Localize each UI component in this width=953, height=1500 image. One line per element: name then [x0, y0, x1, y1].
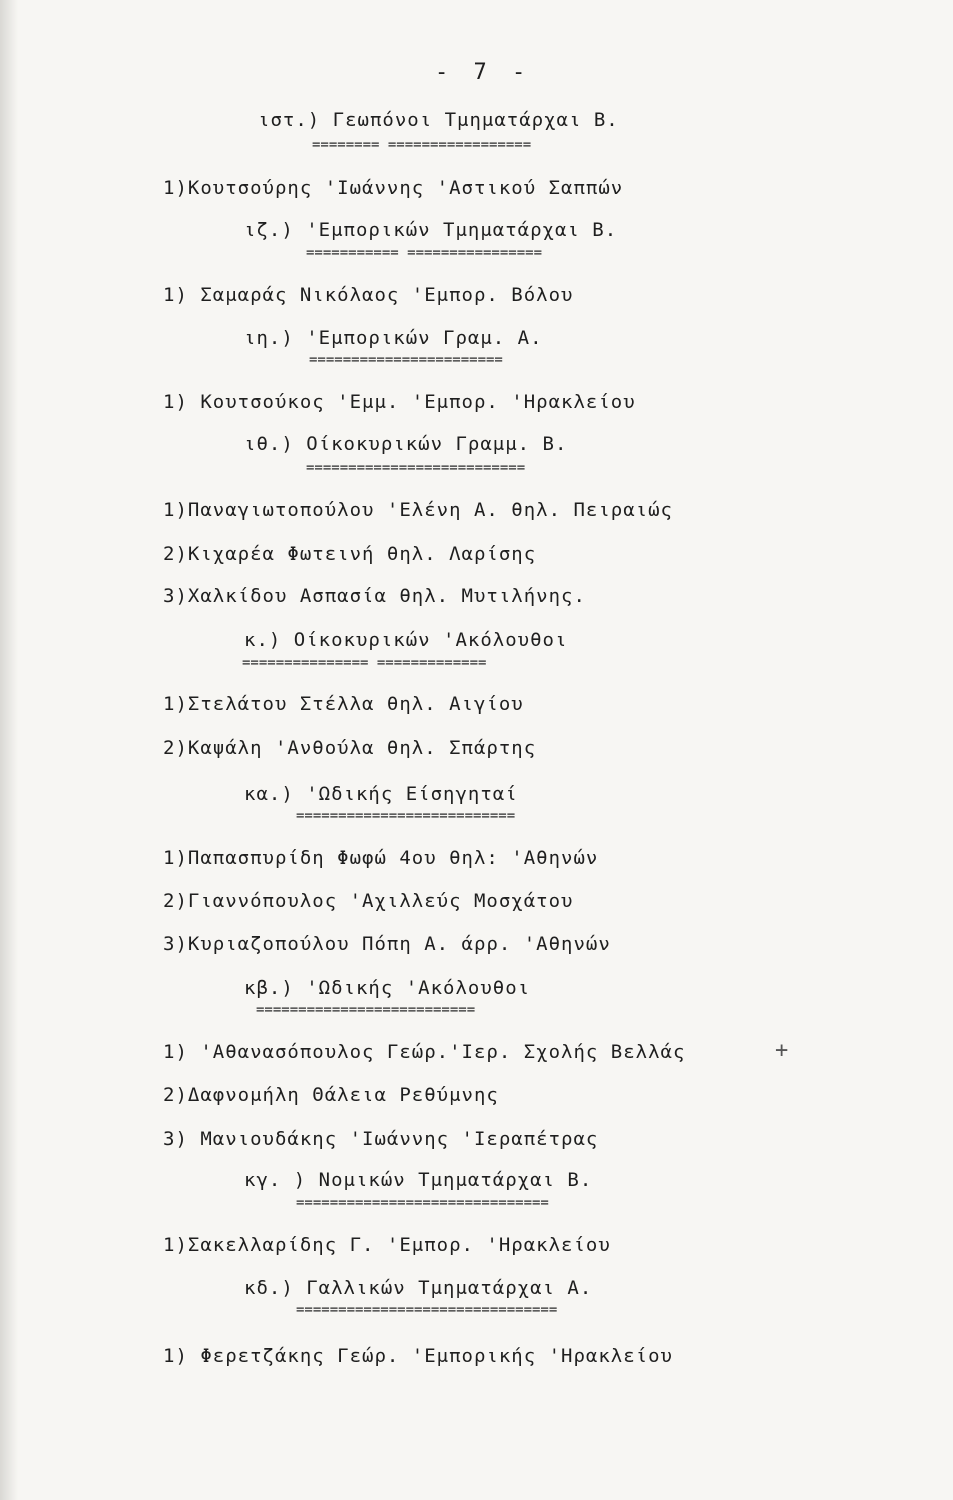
- entry: 1)Στελάτου Στέλλα θηλ. Αιγίου: [163, 693, 524, 715]
- entry: 2)Γιαννόπουλος 'Αχιλλεύς Μοσχάτου: [163, 890, 574, 912]
- entry: 3) Μανιουδάκης 'Ιωάννης 'Ιεραπέτρας: [163, 1128, 599, 1150]
- entry: 1) 'Αθανασόπουλος Γεώρ.'Ιερ. Σχολής Βελλάς: [163, 1041, 686, 1063]
- entry: 1)Παναγιωτοπούλου 'Ελένη Α. θηλ. Πειραιώς: [163, 499, 673, 521]
- section-rule: ======== =================: [312, 138, 532, 152]
- scan-edge-shadow: [0, 0, 18, 1500]
- entry: 2)Δαφνομήλη Θάλεια Ρεθύμνης: [163, 1084, 499, 1106]
- section-heading: κδ.) Γαλλικών Τμηματάρχαι Α.: [244, 1277, 593, 1299]
- section-heading: ιη.) 'Εμπορικών Γραμ. Α.: [244, 327, 543, 349]
- entry: 3)Χαλκίδου Ασπασία θηλ. Μυτιλήνης.: [163, 585, 586, 607]
- section-heading: κα.) 'Ωδικής Είσηγηταί: [244, 783, 518, 805]
- entry: 3)Κυριαζοπούλου Πόπη Α. άρρ. 'Αθηνών: [163, 933, 611, 955]
- entry: 1) Κουτσούκος 'Εμμ. 'Εμπορ. 'Ηρακλείου: [163, 391, 636, 413]
- entry: 2)Καψάλη 'Ανθούλα θηλ. Σπάρτης: [163, 737, 537, 759]
- section-heading: κγ. ) Νομικών Τμηματάρχαι Β.: [244, 1169, 593, 1191]
- entry: 1) Φερετζάκης Γεώρ. 'Εμπορικής 'Ηρακλείου: [163, 1345, 673, 1367]
- page-number: - 7 -: [435, 60, 532, 85]
- section-heading: κβ.) 'Ωδικής 'Ακόλουθοι: [244, 977, 531, 999]
- entry: 1)Παπασπυρίδη Φωφώ 4ου θηλ: 'Αθηνών: [163, 847, 599, 869]
- section-rule: =============== =============: [242, 656, 487, 670]
- section-rule: ==========================: [306, 461, 526, 475]
- entry: 1) Σαμαράς Νικόλαος 'Εμπορ. Βόλου: [163, 284, 574, 306]
- section-rule: ==========================: [296, 809, 516, 823]
- section-rule: =======================: [309, 353, 503, 367]
- section-heading: ιθ.) Οίκοκυρικών Γραμμ. Β.: [244, 433, 568, 455]
- entry: 1)Κουτσούρης 'Ιωάννης 'Αστικού Σαππών: [163, 177, 624, 199]
- section-rule: ==========================: [256, 1003, 476, 1017]
- entry: 2)Κιχαρέα Φωτεινή θηλ. Λαρίσης: [163, 543, 537, 565]
- section-heading: ιστ.) Γεωπόνοι Τμηματάρχαι Β.: [258, 109, 619, 131]
- section-rule: =========== ================: [306, 246, 543, 260]
- entry: 1)Σακελλαρίδης Γ. 'Εμπορ. 'Ηρακλείου: [163, 1234, 611, 1256]
- margin-cross-mark: +: [775, 1038, 789, 1063]
- section-heading: κ.) Οίκοκυρικών 'Ακόλουθοι: [244, 629, 568, 651]
- section-rule: ===============================: [296, 1303, 558, 1317]
- section-rule: ==============================: [296, 1196, 549, 1210]
- section-heading: ιζ.) 'Εμπορικών Τμηματάρχαι Β.: [244, 219, 618, 241]
